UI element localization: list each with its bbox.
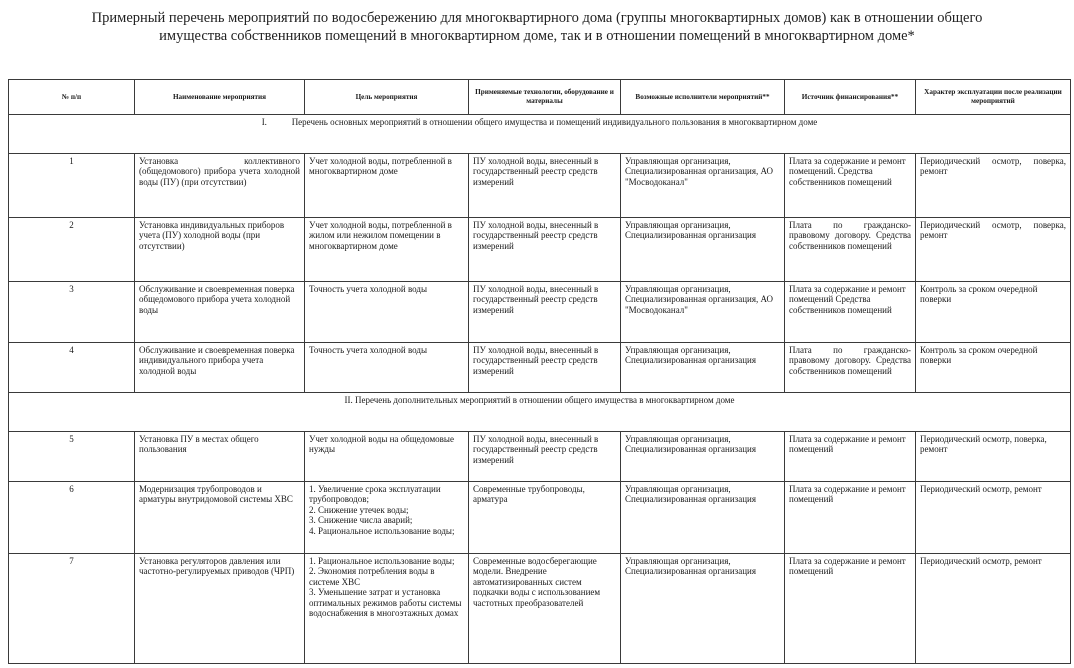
- measure-operation: Периодический осмотр, поверка, ремонт: [916, 154, 1071, 218]
- table-row: [9, 282, 1071, 343]
- measure-financing: Плата за содержание и ремонт помещений: [785, 482, 916, 554]
- measure-technology: Современные трубопроводы, арматура: [469, 482, 621, 554]
- measure-operation: Контроль за сроком очередной поверки: [916, 282, 1071, 343]
- title-line-1: Примерный перечень мероприятий по водосбережению для многоквартирного дома (группы многоквартирных домов) как в отношении общего: [91, 10, 983, 26]
- measure-technology: ПУ холодной воды, внесенный в государственный реестр средств измерений: [469, 432, 621, 482]
- goal-line: 4. Рациональное использование воды;: [309, 525, 455, 536]
- measure-technology: ПУ холодной воды, внесенный в государственный реестр средств измерений: [469, 218, 621, 282]
- measure-technology: ПУ холодной воды, внесенный в государственный реестр средств измерений: [469, 343, 621, 393]
- measure-financing: Плата за содержание и ремонт помещений. Средства собственников помещений: [785, 154, 916, 218]
- measure-name: Модернизация трубопроводов и арматуры внутридомовой системы ХВС: [135, 482, 305, 554]
- header-cell: Применяемые технологии, оборудование и материалы: [469, 80, 621, 115]
- row-number: 5: [9, 432, 135, 482]
- table-row: [9, 343, 1071, 393]
- table-row: [9, 482, 1071, 554]
- row-number: 4: [9, 343, 135, 393]
- measure-executors: Управляющая организация, Специализированная организация: [621, 482, 785, 554]
- row-number: 7: [9, 554, 135, 664]
- measure-financing: Плата за содержание и ремонт помещений Средства собственников помещений: [785, 282, 916, 343]
- measure-executors: Управляющая организация, Специализированная организация, АО "Мосводоканал": [621, 282, 785, 343]
- goal-line: 2. Снижение утечек воды;: [309, 504, 409, 515]
- measure-name: Установка коллективного (общедомового) прибора учета холодной воды (ПУ) (при отсутствии): [135, 154, 305, 218]
- section-text: Перечень основных мероприятий в отношении общего имущества и помещений индивидуального пользования в многоквартирном доме: [291, 117, 818, 127]
- measure-goal: Учет холодной воды на общедомовые нужды: [305, 432, 469, 482]
- measure-goal: Точность учета холодной воды: [305, 282, 469, 343]
- goal-line: 2. Экономия потребления воды в системе ХВС: [309, 566, 435, 587]
- measure-operation: Контроль за сроком очередной поверки: [916, 343, 1071, 393]
- header-cell: Возможные исполнители мероприятий**: [621, 80, 785, 115]
- table-row: [9, 432, 1071, 482]
- section-heading-1: [9, 115, 1071, 154]
- measure-operation: Периодический осмотр, ремонт: [916, 482, 1071, 554]
- goal-line: 1. Рациональное использование воды;: [309, 556, 455, 566]
- measure-name: Обслуживание и своевременная поверка индивидуального прибора учета холодной воды: [135, 343, 305, 393]
- header-cell: № п/п: [9, 80, 135, 115]
- header-cell: Наименование мероприятия: [135, 80, 305, 115]
- row-number: 1: [9, 154, 135, 218]
- measure-executors: Управляющая организация, Специализированная организация: [621, 343, 785, 393]
- measure-goal: [305, 554, 469, 664]
- measure-operation: Периодический осмотр, поверка, ремонт: [916, 432, 1071, 482]
- measure-financing: Плата по гражданско-правовому договору. Средства собственников помещений: [785, 343, 916, 393]
- measure-executors: Управляющая организация, Специализированная организация: [621, 218, 785, 282]
- document-title: [0, 9, 1074, 45]
- measure-technology: Современные водосберегающие модели. Внедрение автоматизированных систем подкачки воды с использованием частотных преобразователей: [469, 554, 621, 664]
- measure-goal: Учет холодной воды, потребленной в жилом или нежилом помещении в многоквартирном доме: [305, 218, 469, 282]
- measure-name: Установка индивидуальных приборов учета (ПУ) холодной воды (при отсутствии): [135, 218, 305, 282]
- table-row: [9, 154, 1071, 218]
- measure-name: Обслуживание и своевременная поверка общедомового прибора учета холодной воды: [135, 282, 305, 343]
- row-number: 2: [9, 218, 135, 282]
- section-row: [9, 115, 1071, 154]
- section-numeral: I.: [261, 117, 267, 127]
- goal-line: 3. Уменьшение затрат и установка оптимальных режимов работы системы водоснабжения в многоэтажных домах: [309, 587, 462, 619]
- measure-name: Установка регуляторов давления или частотно-регулируемых приводов (ЧРП): [135, 554, 305, 664]
- goal-line: 1. Увеличение срока эксплуатации трубопроводов;: [309, 484, 441, 505]
- header-row: [9, 80, 1071, 115]
- measure-executors: Управляющая организация, Специализированная организация: [621, 432, 785, 482]
- measure-goal: Учет холодной воды, потребленной в многоквартирном доме: [305, 154, 469, 218]
- measure-operation: Периодический осмотр, ремонт: [916, 554, 1071, 664]
- measure-technology: ПУ холодной воды, внесенный в государственный реестр средств измерений: [469, 154, 621, 218]
- measure-executors: Управляющая организация, Специализированная организация: [621, 554, 785, 664]
- header-cell: Цель мероприятия: [305, 80, 469, 115]
- section-heading-2: II. Перечень дополнительных мероприятий в отношении общего имущества в многоквартирном доме: [9, 393, 1071, 432]
- measure-operation: Периодический осмотр, поверка, ремонт: [916, 218, 1071, 282]
- section-row: [9, 393, 1071, 432]
- header-cell: Характер эксплуатации после реализации мероприятий: [916, 80, 1071, 115]
- measure-financing: Плата за содержание и ремонт помещений: [785, 554, 916, 664]
- measure-goal: Точность учета холодной воды: [305, 343, 469, 393]
- measure-goal: [305, 482, 469, 554]
- measure-name: Установка ПУ в местах общего пользования: [135, 432, 305, 482]
- row-number: 6: [9, 482, 135, 554]
- row-number: 3: [9, 282, 135, 343]
- measure-technology: ПУ холодной воды, внесенный в государственный реестр средств измерений: [469, 282, 621, 343]
- measure-financing: Плата за содержание и ремонт помещений: [785, 432, 916, 482]
- title-line-2: имущества собственников помещений в многоквартирном доме, так и в отношении помещений в многоквартирном доме*: [159, 28, 915, 44]
- measure-executors: Управляющая организация, Специализированная организация, АО "Мосводоканал": [621, 154, 785, 218]
- goal-line: 3. Снижение числа аварий;: [309, 515, 413, 526]
- header-cell: Источник финансирования**: [785, 80, 916, 115]
- measures-table: [8, 79, 1071, 664]
- measure-financing: Плата по гражданско-правовому договору. Средства собственников помещений: [785, 218, 916, 282]
- table-row: [9, 218, 1071, 282]
- table-row: [9, 554, 1071, 664]
